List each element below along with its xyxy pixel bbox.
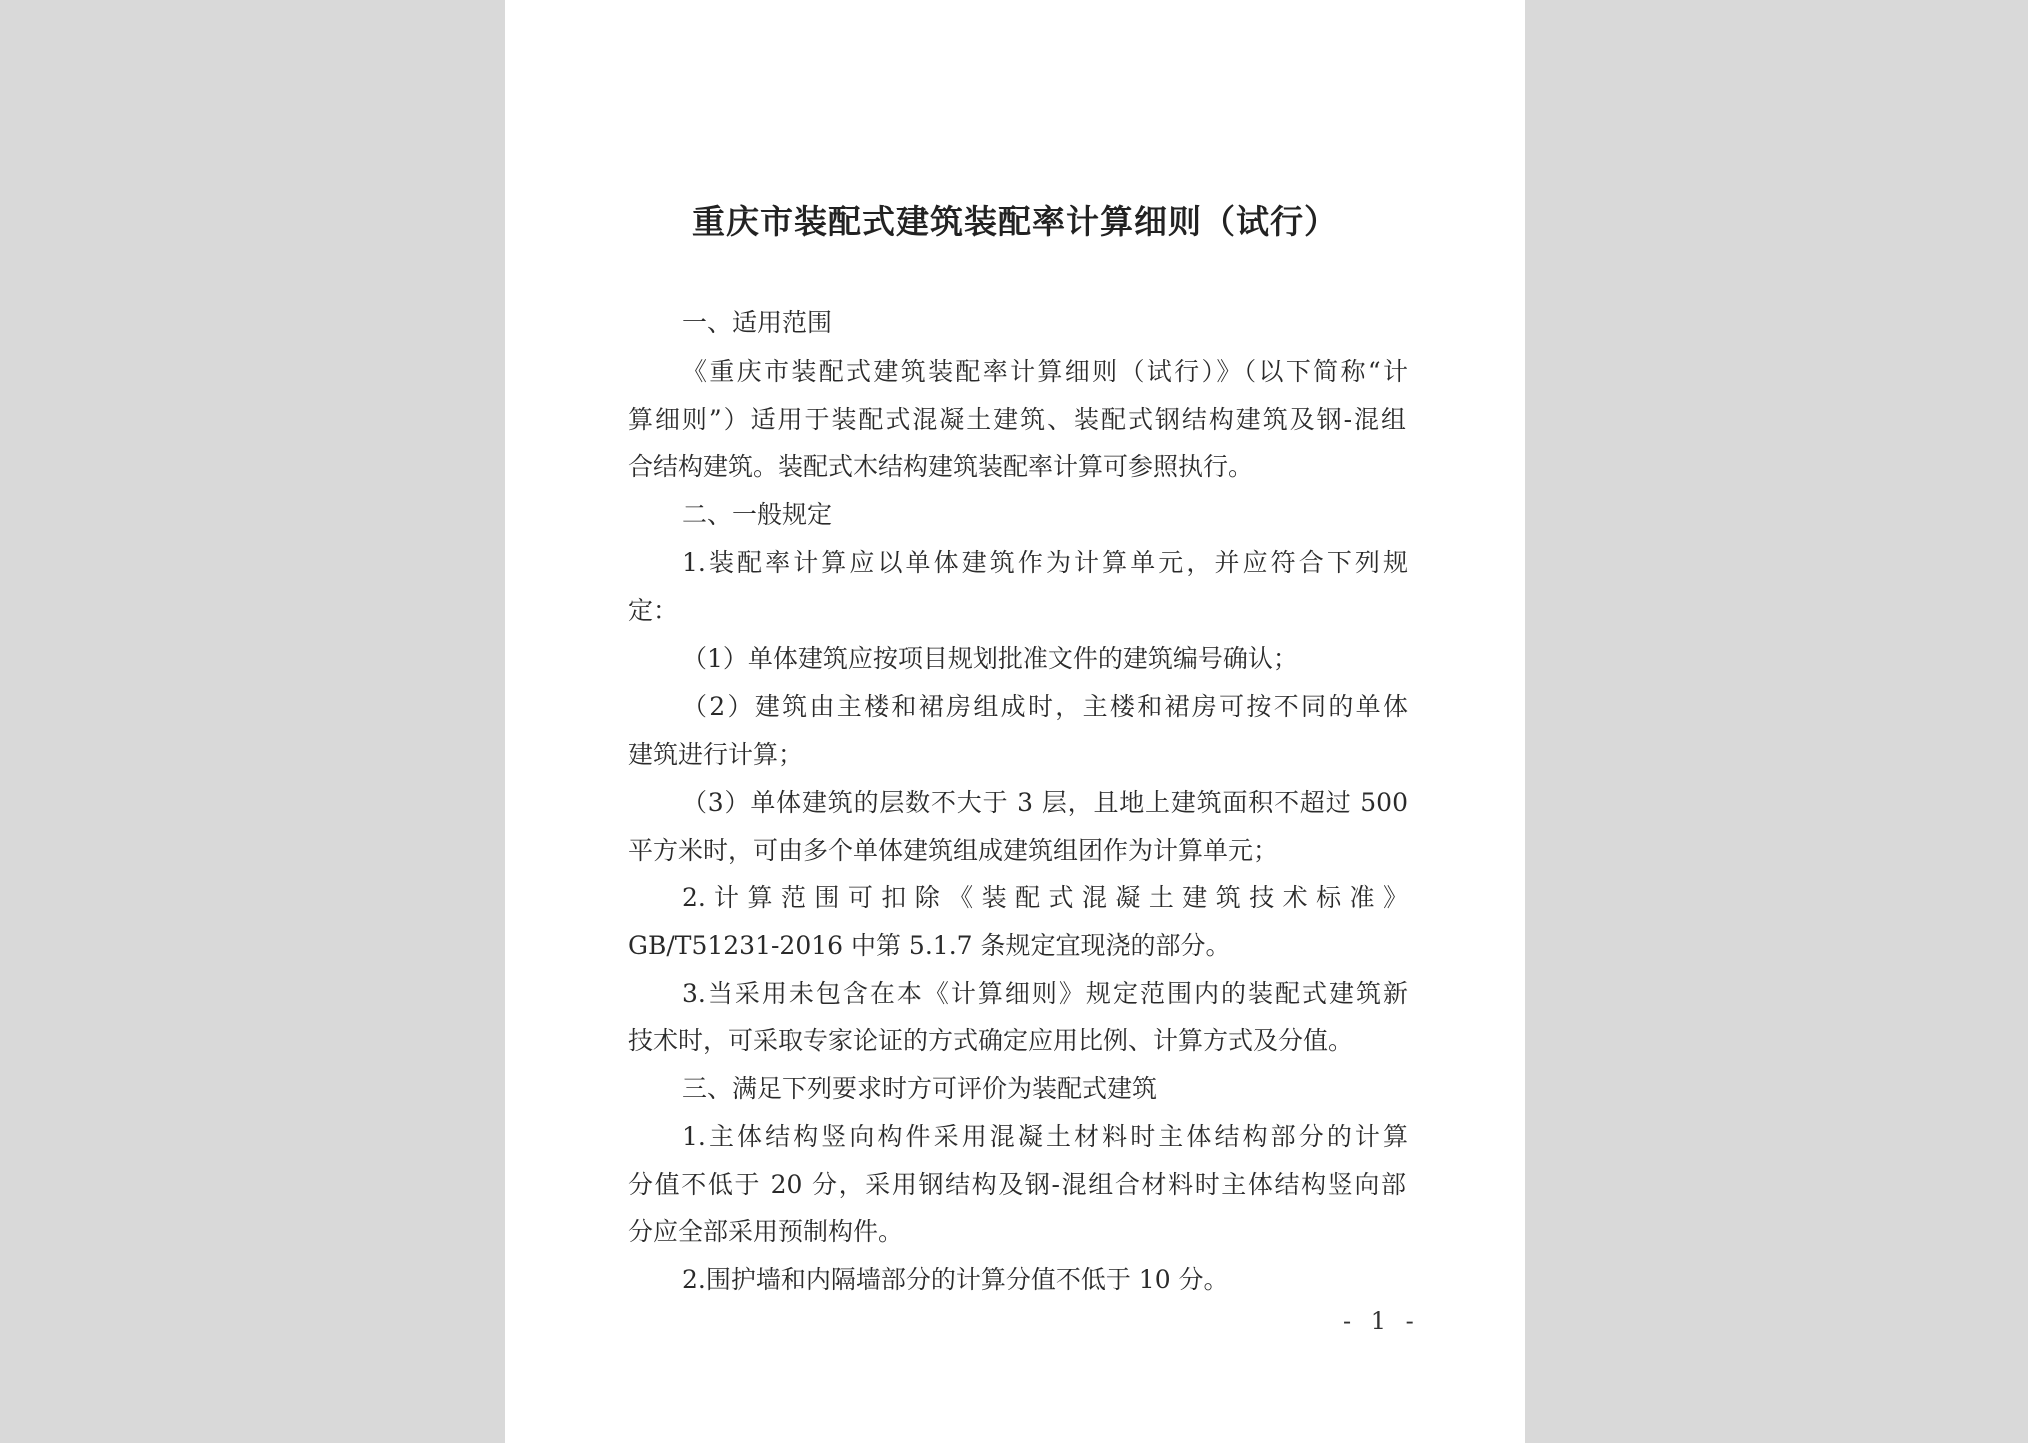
paragraph-line: 技术时，可采取专家论证的方式确定应用比例、计算方式及分值。 <box>628 1026 1354 1055</box>
list-item: （3）单体建筑的层数不大于 3 层，且地上建筑面积不超过 500 <box>682 788 1408 817</box>
paragraph-line: GB/T51231-2016 中第 5.1.7 条规定宜现浇的部分。 <box>628 931 1231 960</box>
paragraph-line: 合结构建筑。装配式木结构建筑装配率计算可参照执行。 <box>628 452 1254 481</box>
paragraph-line: 2.围护墙和内隔墙部分的计算分值不低于 10 分。 <box>682 1265 1229 1294</box>
section-heading-general: 二、一般规定 <box>682 500 833 529</box>
list-item: （1）单体建筑应按项目规划批准文件的建筑编号确认； <box>682 644 1298 673</box>
paragraph-line: 定： <box>628 596 679 625</box>
paragraph-line: 分应全部采用预制构件。 <box>628 1217 904 1246</box>
paragraph-line: 平方米时，可由多个单体建筑组成建筑组团作为计算单元； <box>628 836 1279 865</box>
paragraph-line: 3.当采用未包含在本《计算细则》规定范围内的装配式建筑新 <box>682 979 1408 1008</box>
paragraph-line: 建筑进行计算； <box>628 740 804 769</box>
paragraph-line: 1.主体结构竖向构件采用混凝土材料时主体结构部分的计算 <box>682 1122 1408 1151</box>
paragraph-line: 2. 计 算 范 围 可 扣 除 《 装 配 式 混 凝 土 建 筑 技 术 标 准 》 <box>682 883 1408 912</box>
section-heading-requirements: 三、满足下列要求时方可评价为装配式建筑 <box>682 1074 1158 1103</box>
document-title: 重庆市装配式建筑装配率计算细则（试行） <box>692 202 1338 241</box>
list-item: （2）建筑由主楼和裙房组成时，主楼和裙房可按不同的单体 <box>682 692 1408 721</box>
paragraph-line: 1.装配率计算应以单体建筑作为计算单元，并应符合下列规 <box>682 548 1408 577</box>
paragraph-line: 《重庆市装配式建筑装配率计算细则（试行）》（以下简称“计 <box>682 357 1408 386</box>
paragraph-line: 算细则”）适用于装配式混凝土建筑、装配式钢结构建筑及钢-混组 <box>628 405 1406 434</box>
document-page <box>505 0 1525 1443</box>
page-number: - 1 - <box>1343 1307 1420 1335</box>
section-heading-scope: 一、适用范围 <box>682 308 833 337</box>
paragraph-line: 分值不低于 20 分，采用钢结构及钢-混组合材料时主体结构竖向部 <box>628 1170 1406 1199</box>
